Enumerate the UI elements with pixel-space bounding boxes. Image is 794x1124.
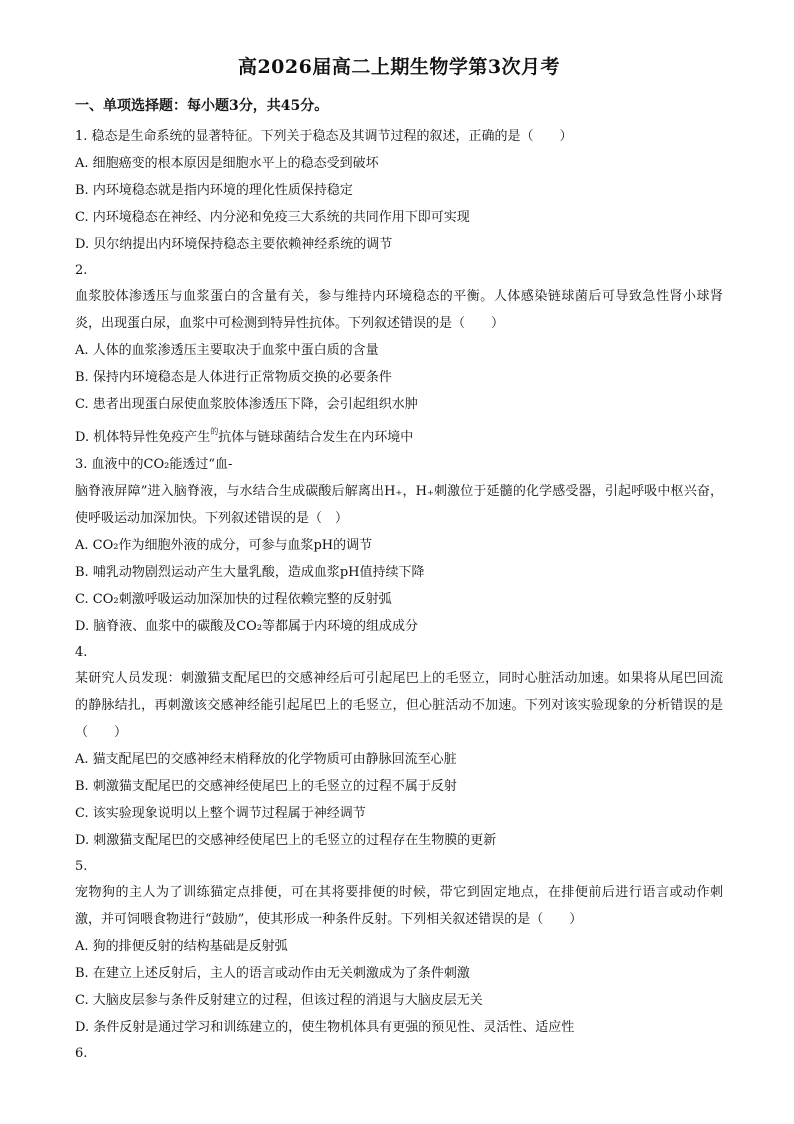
question-3-option-b: B. 哺乳动物剧烈运动产生大量乳酸，造成血浆pH值持续下降 — [75, 565, 425, 580]
question-6-number: 6. — [75, 1046, 88, 1061]
question-4 — [75, 640, 723, 854]
exam-title: 高2026届高二上期生物学第3次月考 — [237, 56, 561, 78]
exam-page — [75, 52, 723, 1066]
question-5-option-c: C. 大脑皮层参与条件反射建立的过程，但该过程的消退与大脑皮层无关 — [75, 993, 483, 1008]
question-4-option-a: A. 猫支配尾巴的交感神经末梢释放的化学物质可由静脉回流至心脏 — [75, 752, 457, 767]
question-3 — [75, 451, 723, 640]
question-2-stem: 血浆胶体渗透压与血浆蛋白的含量有关，参与维持内环境稳态的平衡。人体感染链球菌后可导致急性肾小球肾炎，出现蛋白尿，血浆中可检测到特异性抗体。下列叙述错误的是（ ） — [75, 289, 723, 331]
question-2-option-d — [75, 418, 723, 451]
question-3-stem: 脑脊液屏障”进入脑脊液，与水结合生成碳酸后解离出H₊，H₊刺激位于延髓的化学感受器，引起呼吸中枢兴奋，使呼吸运动加深加快。下列叙述错误的是（ ） — [75, 484, 723, 526]
question-3-option-c: C. CO₂刺激呼吸运动加深加快的过程依赖完整的反射弧 — [75, 592, 392, 607]
question-4-option-d: D. 刺激猫支配尾巴的交感神经使尾巴上的毛竖立的过程存在生物膜的更新 — [75, 833, 497, 848]
question-1-stem: 1. 稳态是生命系统的显著特征。下列关于稳态及其调节过程的叙述，正确的是（ ） — [75, 129, 573, 144]
question-2-option-d-superscript: 的 — [210, 427, 219, 436]
question-1 — [75, 123, 723, 258]
question-3-stem-line1: 3. 血液中的CO₂能透过“血- — [75, 457, 233, 472]
question-5-option-d: D. 条件反射是通过学习和训练建立的，使生物机体具有更强的预见性、灵活性、适应性 — [75, 1020, 575, 1035]
question-5-option-b: B. 在建立上述反射后，主人的语言或动作由无关刺激成为了条件刺激 — [75, 966, 470, 981]
question-2-option-c: C. 患者出现蛋白尿使血浆胶体渗透压下降，会引起组织水肿 — [75, 397, 418, 412]
question-2-option-d-part2: 抗体与链球菌结合发生在内环境中 — [218, 430, 414, 445]
question-5-option-a: A. 狗的排便反射的结构基础是反射弧 — [75, 939, 288, 954]
question-5-number: 5. — [75, 859, 88, 874]
question-1-option-c: C. 内环境稳态在神经、内分泌和免疫三大系统的共同作用下即可实现 — [75, 210, 470, 225]
question-4-option-b: B. 刺激猫支配尾巴的交感神经使尾巴上的毛竖立的过程不属于反射 — [75, 779, 457, 794]
question-2 — [75, 258, 723, 451]
question-2-option-d-part1: D. 机体特异性免疫产生 — [75, 430, 211, 445]
question-5 — [75, 854, 723, 1041]
question-2-option-a: A. 人体的血浆渗透压主要取决于血浆中蛋白质的含量 — [75, 343, 379, 358]
question-4-option-c: C. 该实验现象说明以上整个调节过程属于神经调节 — [75, 806, 366, 821]
question-5-stem: 宠物狗的主人为了训练猫定点排便，可在其将要排便的时候，带它到固定地点，在排便前后进行语言或动作刺激，并可饲喂食物进行“鼓励”，使其形成一种条件反射。下列相关叙述错误的是（ ） — [75, 885, 723, 927]
question-4-stem: 某研究人员发现：刺激猫支配尾巴的交感神经后可引起尾巴上的毛竖立，同时心脏活动加速。如果将从尾巴回流的静脉结扎，再刺激该交感神经能引起尾巴上的毛竖立，但心脏活动不加速。下列对该实验现象的分析错误的是（ ） — [75, 671, 723, 740]
question-1-option-d: D. 贝尔纳提出内环境保持稳态主要依赖神经系统的调节 — [75, 237, 393, 252]
question-2-number: 2. — [75, 263, 88, 278]
question-3-option-a: A. CO₂作为细胞外液的成分，可参与血浆pH的调节 — [75, 538, 373, 553]
question-2-option-b: B. 保持内环境稳态是人体进行正常物质交换的必要条件 — [75, 370, 392, 385]
section-heading: 一、单项选择题：每小题3分，共45分。 — [75, 98, 329, 114]
question-3-option-d: D. 脑脊液、血浆中的碳酸及CO₂等都属于内环境的组成成分 — [75, 619, 419, 634]
question-4-number: 4. — [75, 645, 88, 660]
question-1-option-a: A. 细胞癌变的根本原因是细胞水平上的稳态受到破坏 — [75, 156, 379, 171]
question-1-option-b: B. 内环境稳态就是指内环境的理化性质保持稳定 — [75, 183, 353, 198]
